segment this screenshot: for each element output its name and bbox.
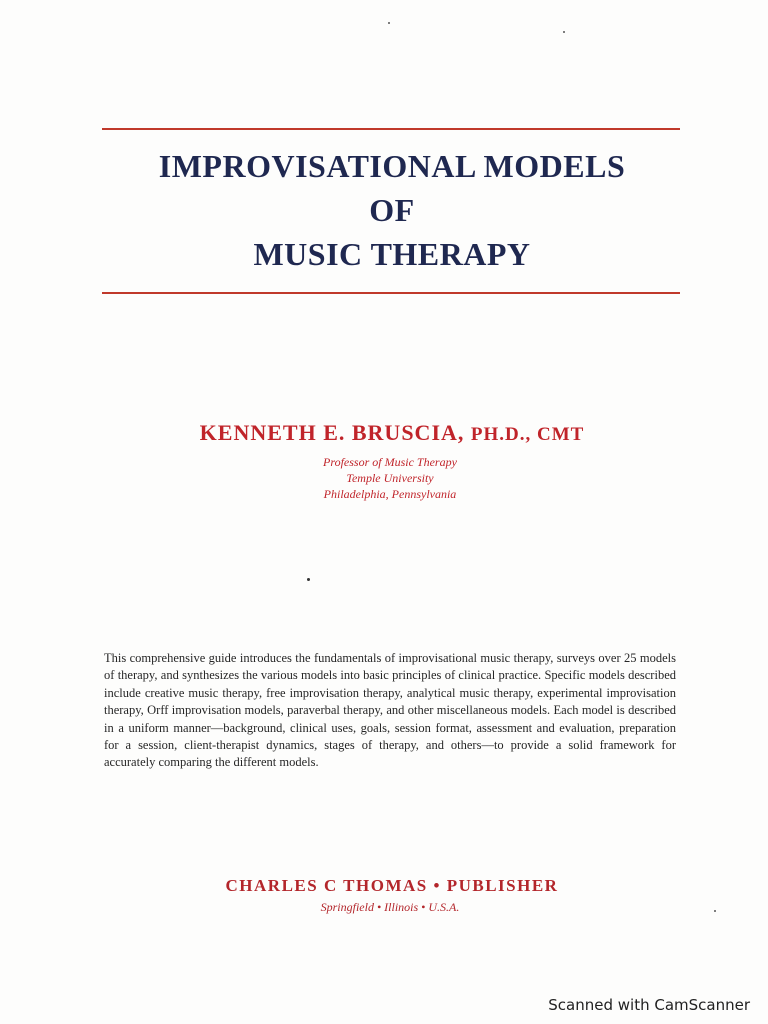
publisher-name: CHARLES C THOMAS • PUBLISHER xyxy=(225,876,559,895)
top-divider-rule xyxy=(102,128,680,130)
scan-speck xyxy=(714,910,716,912)
title-line-3: MUSIC THERAPY xyxy=(253,236,531,272)
title-line-2: OF xyxy=(369,192,415,228)
scan-speck xyxy=(563,31,565,33)
affiliation-institution: Temple University xyxy=(346,471,434,485)
author-affiliation xyxy=(240,454,540,502)
scan-speck xyxy=(388,22,390,24)
affiliation-location: Philadelphia, Pennsylvania xyxy=(323,487,457,501)
publisher-location: Springfield • Illinois • U.S.A. xyxy=(320,900,460,914)
title-line-1: IMPROVISATIONAL MODELS xyxy=(158,148,626,184)
affiliation-position: Professor of Music Therapy xyxy=(323,455,457,469)
book-title xyxy=(60,144,724,276)
bottom-divider-rule xyxy=(102,292,680,294)
decorative-dot xyxy=(307,578,310,581)
author-name xyxy=(60,420,724,446)
scanner-watermark: Scanned with CamScanner xyxy=(548,996,750,1014)
book-description: This comprehensive guide introduces the fundamentals of improvisational music therapy, surveys over 25 models of therapy, and synthesizes the various models into basic principles of clinical practice. Specific models described include creative music therapy, free improvisation therapy, analytical music therapy, experimental improvisation therapy, Orff improvisation models, paraverbal therapy, and other miscellaneous models. Each model is described in a uniform manner—background, clinical uses, goals, session format, assessment and evaluation, preparation for a session, client-therapist dynamics, stages of therapy, and others—to provide a solid framework for accurately comparing the different models. xyxy=(104,651,676,770)
author-name-text: KENNETH E. BRUSCIA, xyxy=(199,420,471,445)
author-credentials: PH.D., CMT xyxy=(470,424,585,445)
